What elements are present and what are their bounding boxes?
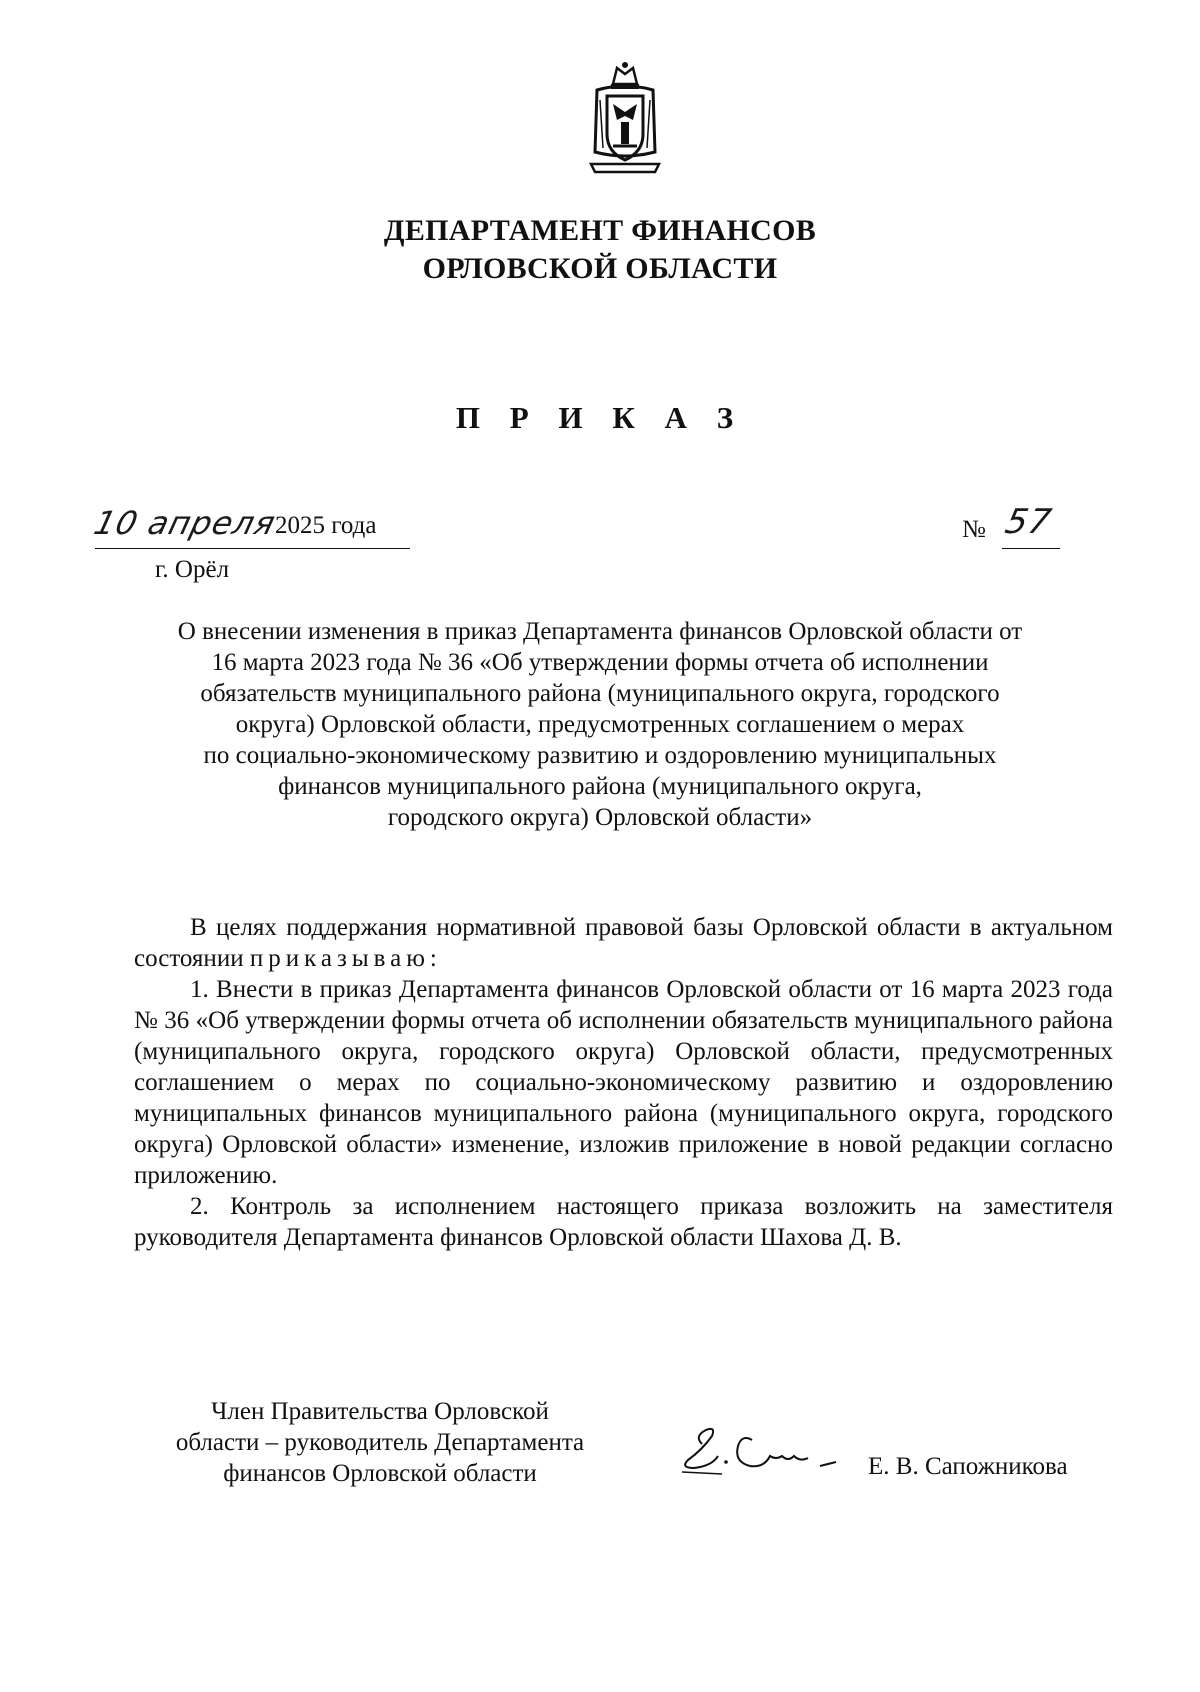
preamble-colon: : bbox=[429, 945, 437, 972]
city-name: г. Орёл bbox=[155, 556, 230, 583]
handwritten-date: 10 апреля bbox=[90, 504, 280, 542]
document-date bbox=[90, 504, 425, 550]
signatory-name: Е. В. Сапожникова bbox=[868, 1453, 1068, 1480]
handwritten-signature-icon bbox=[672, 1416, 842, 1486]
preamble-text: В целях поддержания нормативной правовой базы Орловской области в актуальном состоянии bbox=[134, 914, 1113, 972]
date-year: 2025 года bbox=[275, 512, 377, 539]
subject-line: 16 марта 2023 года № 36 «Об утверждении формы отчета об исполнении bbox=[211, 649, 989, 676]
subject-line: по социально-экономическому развитию и оздоровлению муниципальных bbox=[203, 742, 997, 769]
subject-line: обязательств муниципального района (муниципального округа, городского bbox=[200, 680, 1000, 707]
body-paragraph-preamble bbox=[134, 912, 1113, 974]
document-subject bbox=[140, 616, 1060, 833]
document-number bbox=[962, 502, 1072, 550]
number-sign: № bbox=[962, 516, 986, 543]
position-line: финансов Орловской области bbox=[223, 1460, 537, 1487]
number-underline bbox=[1002, 548, 1060, 549]
position-line: области – руководитель Департамента bbox=[175, 1429, 585, 1456]
organization-name-line1: ДЕПАРТАМЕНТ ФИНАНСОВ bbox=[383, 214, 817, 247]
document-body bbox=[134, 912, 1113, 1253]
subject-line: городского округа) Орловской области» bbox=[387, 804, 813, 831]
organization-name-line2: ОРЛОВСКОЙ ОБЛАСТИ bbox=[422, 252, 778, 285]
subject-line: финансов муниципального района (муниципального округа, bbox=[278, 773, 922, 800]
date-underline bbox=[95, 548, 410, 549]
signatory-position bbox=[130, 1396, 630, 1489]
order-word: приказываю bbox=[249, 945, 430, 972]
body-paragraph-item-1: 1. Внести в приказ Департамента финансов Орловской области от 16 марта 2023 года № 36 «Об утверждении формы отчета об исполнении обязательств муниципального района (муниципального округа, городского округа) Орловской области, предусмотренных соглашением о мерах по социально-экономическому развитию и оздоровлению муниципальных финансов муниципального района (муниципального округа, городского округа) Орловской области» изменение, изложив приложение в новой редакции согласно приложению. bbox=[134, 976, 1113, 1189]
position-line: Член Правительства Орловской bbox=[211, 1398, 549, 1425]
subject-line: округа) Орловской области, предусмотренных соглашением о мерах bbox=[235, 711, 965, 738]
body-paragraph-item-2: 2. Контроль за исполнением настоящего приказа возложить на заместителя руководителя Департамента финансов Орловской области Шахова Д. В. bbox=[134, 1193, 1113, 1251]
document-type-title: П Р И К А З bbox=[455, 400, 745, 435]
coat-of-arms-icon bbox=[583, 60, 667, 178]
handwritten-number: 57 bbox=[1001, 502, 1056, 542]
subject-line: О внесении изменения в приказ Департамента финансов Орловской области от bbox=[177, 618, 1023, 645]
